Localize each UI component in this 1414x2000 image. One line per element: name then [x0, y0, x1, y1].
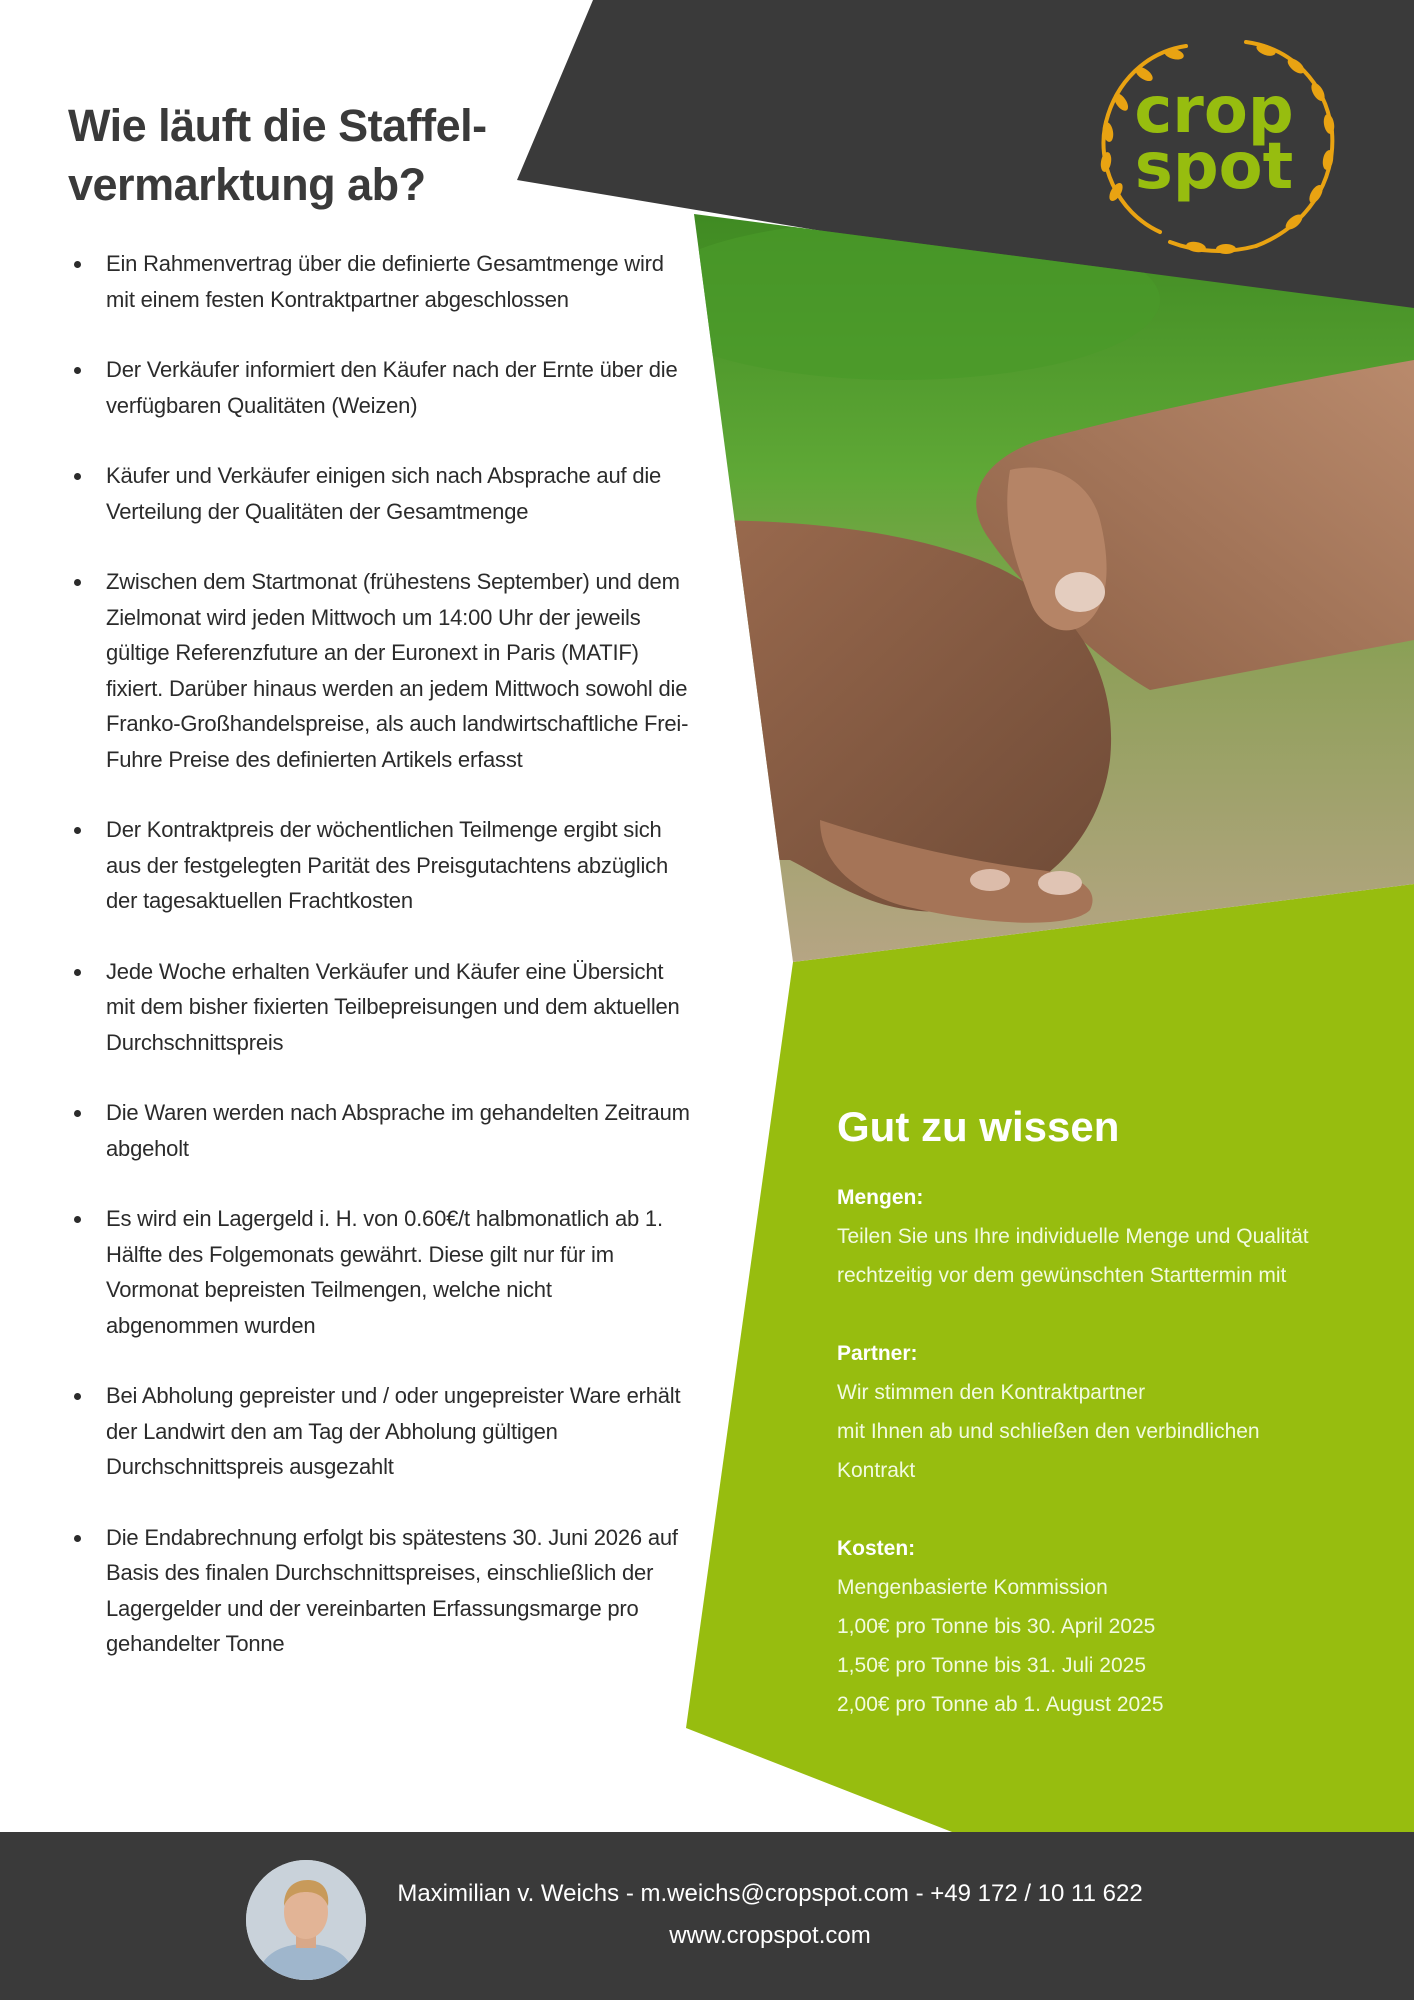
- bullet-dot: [74, 1393, 81, 1400]
- info-block-quantities: [837, 1178, 1357, 1295]
- good-to-know-panel: [837, 1096, 1357, 1763]
- info-line: Mengenbasierte Kommission: [837, 1576, 1108, 1599]
- bullet-dot: [74, 827, 81, 834]
- info-line: 1,00€ pro Tonne bis 30. April 2025: [837, 1615, 1156, 1638]
- info-line: 1,50€ pro Tonne bis 31. Juli 2025: [837, 1654, 1147, 1677]
- list-item-text: Der Verkäufer informiert den Käufer nach der Ernte über die verfügbaren Qualitäten (Weizen): [106, 357, 678, 418]
- info-line: Wir stimmen den Kontraktpartner: [837, 1381, 1146, 1404]
- handshake-photo: [640, 210, 1414, 970]
- cropspot-logo: [1096, 32, 1336, 257]
- list-item: [70, 564, 690, 777]
- info-label: Partner:: [837, 1342, 918, 1365]
- logo-word-spot: spot: [1134, 130, 1294, 204]
- contact-avatar: [246, 1860, 366, 1980]
- list-item: [70, 1378, 690, 1485]
- info-line: Kontrakt: [837, 1459, 916, 1482]
- info-title: Gut zu wissen: [837, 1103, 1120, 1150]
- list-item-text: Der Kontraktpreis der wöchentlichen Teilmenge ergibt sich aus der festgelegten Parität des Preisgutachtens abzüglich der tagesaktuellen Frachtkosten: [106, 817, 668, 913]
- list-item: [70, 1520, 690, 1662]
- bullet-dot: [74, 579, 81, 586]
- list-item-text: Bei Abholung gepreister und / oder ungepreister Ware erhält der Landwirt den am Tag der Abholung gültigen Durchschnittspreis ausgezahlt: [106, 1383, 681, 1479]
- list-item-text: Käufer und Verkäufer einigen sich nach Absprache auf die Verteilung der Qualitäten der Gesamtmenge: [106, 463, 662, 524]
- info-label: Kosten:: [837, 1537, 916, 1560]
- bullet-dot: [74, 367, 81, 374]
- bullet-dot: [74, 1216, 81, 1223]
- info-block-costs: [837, 1529, 1357, 1724]
- list-item: [70, 954, 690, 1061]
- list-item-text: Die Waren werden nach Absprache im gehandelten Zeitraum abgeholt: [106, 1100, 690, 1161]
- footer-website[interactable]: www.cropspot.com: [669, 1922, 871, 1949]
- process-steps-list: [70, 246, 690, 1697]
- list-item: [70, 1201, 690, 1343]
- bullet-dot: [74, 1535, 81, 1542]
- list-item-text: Es wird ein Lagergeld i. H. von 0.60€/t halbmonatlich ab 1. Hälfte des Folgemonats gewährt. Diese gilt nur für im Vormonat bepreisten Teilmengen, welche nicht abgenommen wurden: [106, 1206, 663, 1338]
- list-item-text: Die Endabrechnung erfolgt bis spätestens 30. Juni 2026 auf Basis des finalen Durchschnittspreises, einschließlich der Lagergelder und der vereinbarten Erfassungsmarge pro gehandelter Tonne: [106, 1524, 678, 1656]
- logo-word-crop: crop: [1134, 74, 1294, 148]
- list-item: [70, 812, 690, 919]
- footer-contact: Maximilian v. Weichs - m.weichs@cropspot.com - +49 172 / 10 11 622: [397, 1880, 1143, 1907]
- bullet-dot: [74, 473, 81, 480]
- info-line: rechtzeitig vor dem gewünschten Starttermin mit: [837, 1264, 1287, 1287]
- list-item-text: Jede Woche erhalten Verkäufer und Käufer eine Übersicht mit dem bisher fixierten Teilbepreisungen und dem aktuellen Durchschnittspreis: [106, 958, 680, 1055]
- list-item: [70, 1095, 690, 1166]
- info-line: 2,00€ pro Tonne ab 1. August 2025: [837, 1693, 1164, 1716]
- bullet-dot: [74, 1110, 81, 1117]
- list-item: [70, 246, 690, 317]
- title-line-1: Wie läuft die Staffel-: [68, 100, 487, 151]
- info-block-partner: [837, 1334, 1357, 1490]
- info-label: Mengen:: [837, 1186, 924, 1209]
- title-line-2: vermarktung ab?: [68, 159, 426, 210]
- list-item: [70, 352, 690, 423]
- info-line: mit Ihnen ab und schließen den verbindlichen: [837, 1420, 1260, 1443]
- list-item-text: Ein Rahmenvertrag über die definierte Gesamtmenge wird mit einem festen Kontraktpartner abgeschlossen: [106, 251, 664, 312]
- info-line: Teilen Sie uns Ihre individuelle Menge und Qualität: [837, 1225, 1309, 1248]
- list-item: [70, 458, 690, 529]
- list-item-text: Zwischen dem Startmonat (frühestens September) und dem Zielmonat wird jeden Mittwoch um 14:00 Uhr der jeweils gültige Referenzfuture an der Euronext in Paris (MATIF) fixiert. Darüber hinaus werden an jedem Mittwoch sowohl die Franko-Großhandelspreise, als auch landwirtschaftliche Frei-Fuhre Preise des definierten Artikels erfasst: [106, 569, 689, 772]
- bullet-dot: [74, 969, 81, 976]
- bullet-dot: [74, 261, 81, 268]
- page-title: [68, 96, 528, 214]
